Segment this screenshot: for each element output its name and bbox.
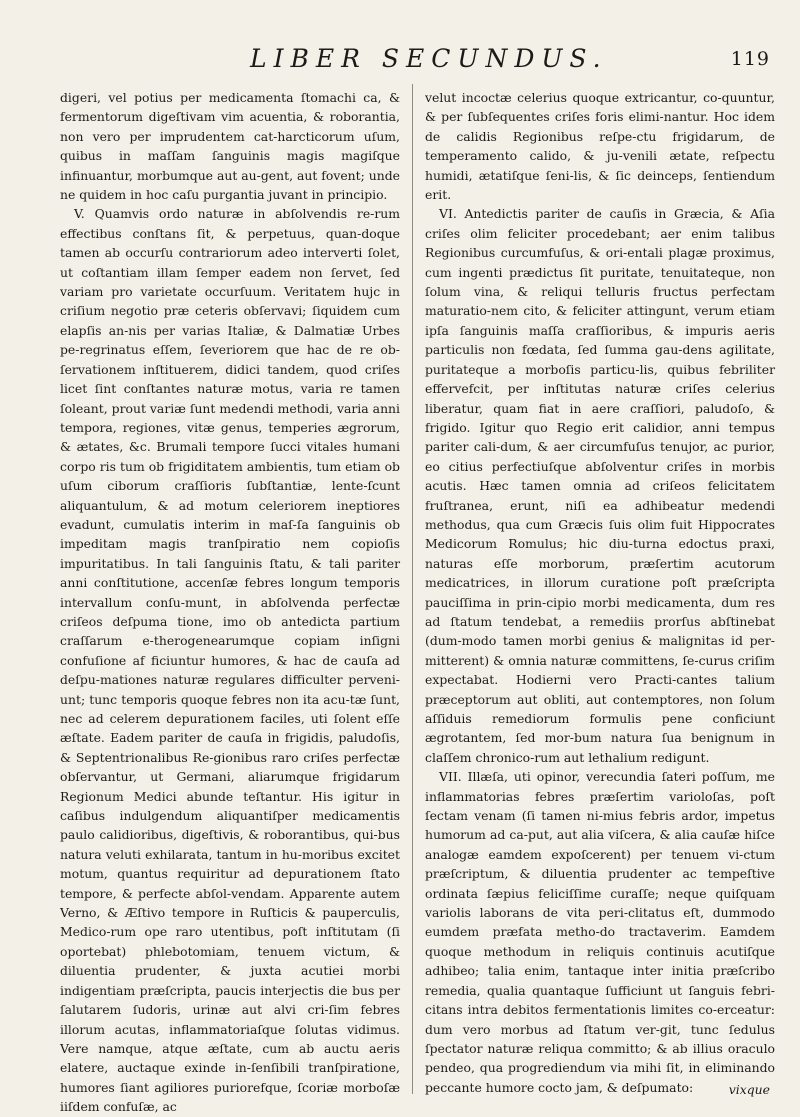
paragraph: velut incoctæ celerius quoque extricantur, co-quuntur, & per ſubſequentes criſes foris elimi-nantur. Hoc idem de calidis Regionibus reſpe-ctu frigidarum, de temperamento calido, & ju-venili ætate, reſpectu humidi, ætatiſque ſeni-lis, & ſic deinceps, ſentiendum erit. — [425, 90, 775, 203]
page-header — [60, 42, 770, 78]
paragraph: digeri, vel potius per medicamenta ſtomachi ca, & fermentorum digeſtivam vim acuentia, & roborantia, non vero per imprudentem cat-harcticorum uſum, quibus in maſſam ſanguinis magis magiſque infinuantur, morbumque aut au-gent, aut fovent; unde ne quidem in hoc caſu purgantia juvant in principio. — [60, 90, 400, 203]
catchword: vixque — [728, 1082, 770, 1097]
running-title: LIBER SECUNDUS. — [250, 44, 608, 73]
column-divider — [412, 84, 413, 1094]
paragraph: V. Quamvis ordo naturæ in abſolvendis re-rum effectibus conſtans ſit, & perpetuus, quan-doque tamen ab occurſu contrariorum adeo interverti ſolet, ut coſtantiam illam ſemper eadem non ſervet, ſed variam pro varietate occurſuum. Veritatem hujc in criſium negotio præ ceteris obſervavi; ſiquidem cum elapſis an-nis per varias Italiæ, & Dalmatiæ Urbes pe-regrinatus eſſem, ſeveriorem que hac de re ob-ſervationem inſtituerem, didici tandem, quod criſes licet ſint conſtantes naturæ motus, varia re tamen ſoleant, prout variæ ſunt medendi methodi, varia anni tempora, regiones, vitæ genus, temperies ægrorum, & ætates, &c. Brumali tempore ſucci vitales humani corpo ris tum ob frigiditatem ambientis, tum etiam ob uſum ciborum craſſioris ſubſtantiæ, lente-ſcunt aliquantulum, & ad motum celeriorem ineptiores evadunt, cumulatis interim in maſ-ſa ſanguinis ob impeditam magis tranſpiratio nem copioſis impuritatibus. In tali ſanguinis ſtatu, & tali pariter anni conſtitutione, accenſæ febres longum temporis intervallum conſu-munt, in abſolvenda perfectæ criſeos deſpuma tione, imo ob antedicta partium craſſarum e-therogenearumque copiam inſigni confuſione af ficiuntur humores, & hac de cauſa ad deſpu-mationes naturæ regulares difficulter perveni-unt; tunc temporis quoque febres non ita acu-tæ ſunt, nec ad celerem depurationem faciles, uti ſolent eſſe æſtate. Eadem pariter de cauſa in frigidis, paludoſis, & Septentrionalibus Re-gionibus raro criſes perfectæ obſervantur, ut Germani, aliarumque frigidarum Regionum Medici abunde teſtantur. His igitur in caſibus indulgendum aliquantiſper medicamentis paulo calidioribus, digeſtivis, & roborantibus, qui-bus natura veluti exhilarata, tantum in hu-moribus excitet motum, quantus requiritur ad depurationem ſtato tempore, & perfecte abſol-vendam. Apparente autem Verno, & Æſtivo tempore in Ruſticis & pauperculis, Medico-rum ope raro utentibus, poſt inſtitutam (ſi oportebat) phlebotomiam, tenuem victum, & diluentia prudenter, & juxta acutiei morbi indigentiam præſcripta, paucis interjectis die bus per ſalutarem ſudoris, urinæ aut alvi cri-ſim febres illorum acutas, inflammatoriaſque ſolutas vidimus. Vere namque, atque æſtate, cum ab auctu aeris elatere, auctaque exinde in-ſenſibili tranſpiratione, humores ſiant agiliores puriorefque, ſcoriæ morboſæ iiſdem confuſæ, ac — [60, 206, 400, 1115]
right-column — [425, 88, 775, 1098]
paragraph: VI. Antedictis pariter de cauſis in Græcia, & Aſia criſes olim feliciter procedebant; aer enim talibus Regionibus curcumfuſus, & ori-entali plagæ proximus, cum ingenti prædictus ſit puritate, tenuitateque, non ſolum vina, & reliqui telluris fructus perfectam maturatio-nem cito, & feliciter attingunt, verum etiam ipſa ſanguinis maſſa craſſioribus, & impuris aeris particulis non fœdata, ſed ſumma gau-dens agilitate, puritateque a morboſis particu-lis, quibus febriliter effervefcit, per inſtitutas naturæ criſes celerius liberatur, quam fiat in aere craſſiori, paludoſo, & frigido. Igitur quo Regio erit calidior, anni tempus pariter cali-dum, & aer circumfuſus tenujor, ac purior, eo citius perfectiuſque abſolventur criſes in morbis acutis. Hæc tamen omnia ad criſeos felicitatem fruſtranea, erunt, niſi ea adhibeatur medendi methodus, qua cum Græcis ſuis olim fuit Hippocrates Medicorum Romulus; hic diu-turna edoctus praxi, naturas eſſe morborum, præſertim acutorum medicatrices, in illorum curatione poſt præſcripta pauciſſima in prin-cipio morbi medicamenta, dum res ad ſtatum tendebat, a remediis prorſus abſtinebat (dum-modo tamen morbi genius & malignitas id per-mitterent) & omnia naturæ committens, ſe-curus criſim expectabat. Hodierni vero Practi-cantes talium præceptorum aut obliti, aut contemptores, non ſolum aſſiduis remediorum formulis pene conficiunt ægrotantem, ſed mor-bum natura ſua benignum in claſſem chronico-rum aut lethalium redigunt. — [425, 206, 775, 765]
page-number: 119 — [730, 48, 770, 70]
paragraph: VII. Illæſa, uti opinor, verecundia ſateri poſſum, me inflammatorias febres præſertim varioloſas, poſt ſectam venam (ſi tamen ni-mius febris ardor, impetus humorum ad ca-put, aut alia viſcera, & alia cauſæ hiſce analogæ eamdem expoſcerent) per tenuem vi-ctum præſcriptum, & diluentia prudenter ac tempeſtive ordinata ſæpius feliciſſime curaſſe; neque quiſquam variolis laborans de vita peri-clitatus eſt, dummodo eumdem præfata metho-do tractaverim. Eamdem quoque methodum in reliquis continuis acutiſque adhibeo; talia enim, tantaque inter initia præſcribo remedia, qualia quantaque ſufficiunt ut ſanguis febri-citans intra debitos fermentationis limites co-erceatur: dum vero morbus ad ſtatum ver-git, tunc ſedulus ſpectator naturæ reliqua committo; & ab illius oraculo pendeo, qua progrediendum via mihi ſit, in eliminando peccante humore cocto jam, & deſpumato: — [425, 769, 775, 1095]
left-column — [60, 88, 400, 1115]
